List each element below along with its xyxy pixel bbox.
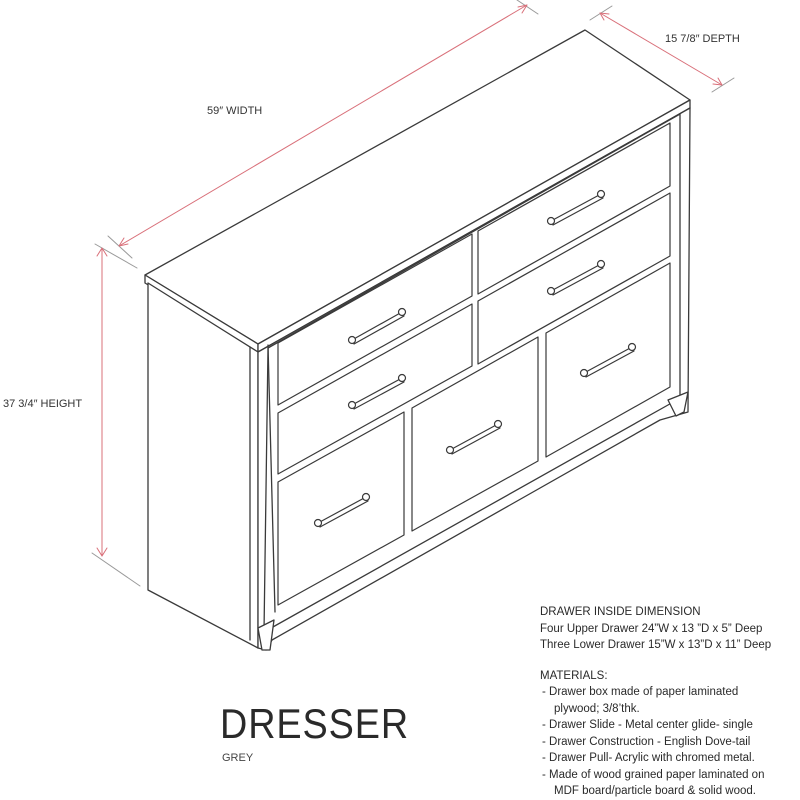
materials-line: - Made of wood grained paper laminated on [542, 768, 765, 781]
drawer-dimension-line: Three Lower Drawer 15”W x 13”D x 11” Deep [540, 639, 772, 651]
product-color: GREY [222, 752, 254, 764]
drawer-dimension-line: Four Upper Drawer 24”W x 13 ”D x 5” Deep [540, 622, 763, 635]
materials-line: - Drawer Slide - Metal center glide- single [542, 719, 753, 731]
materials-line: - Drawer Construction - English Dove-tail [542, 735, 751, 748]
materials-heading: MATERIALS: [540, 669, 608, 682]
height-label: 37 3/4″ HEIGHT [3, 398, 83, 410]
materials-line: - Drawer box made of paper laminated [542, 686, 739, 698]
width-label: 59″ WIDTH [207, 105, 263, 117]
materials-line: MDF board/particle board & solid wood. [554, 785, 756, 797]
materials-line: - Drawer Pull- Acrylic with chromed metal. [542, 752, 755, 764]
depth-label: 15 7/8″ DEPTH [665, 33, 740, 45]
materials-line: plywood; 3/8’thk. [554, 702, 640, 715]
drawer-dimension-heading: DRAWER INSIDE DIMENSION [540, 606, 701, 618]
spec-block [540, 604, 798, 800]
product-title: DRESSER [220, 700, 410, 747]
